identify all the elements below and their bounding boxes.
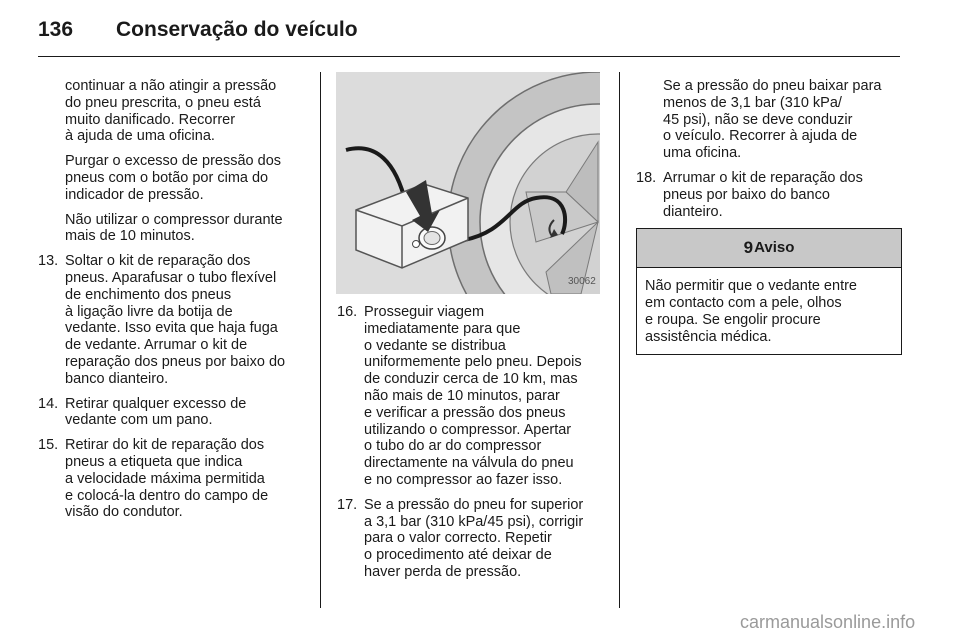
middle-column (337, 304, 607, 589)
intro-paragraph-2: Purgar o excesso de pressão dos pneus com o botão por cima do indicador de pressão. (65, 153, 282, 203)
compressor-illustration (336, 72, 600, 294)
warning-header (637, 229, 901, 268)
column-divider-left (320, 72, 321, 608)
item-number: 18. (636, 169, 657, 186)
list-item-17: 17. Se a pressão do pneu for superior a 3,1 bar (310 kPa/45 psi), corrigir para o valor correcto. Repetir o procedimento até deixar de haver perda de pressão. (337, 496, 584, 580)
list-item-14: 14. Retirar qualquer excesso de vedante com um pano. (38, 395, 247, 429)
warning-box (636, 228, 902, 354)
list-item-16: 16. Prosseguir viagem imediatamente para que o vedante se distribua uniformemente pelo pneu. Depois de conduzir cerca de 10 km, mas não mais de 10 minutos, parar e verificar a pressão dos pneus utilizando o compressor. Apertar o tubo do ar do compressor directamente na válvula do pneu e no compressor ao fazer isso. (337, 304, 582, 488)
header-rule (38, 56, 900, 57)
column-divider-right (619, 72, 620, 608)
figure-code: 30062 (568, 276, 596, 287)
intro-paragraph-1: continuar a não atingir a pressão do pneu prescrita, o pneu está muito danificado. Recorrer à ajuda de uma oficina. (65, 78, 277, 145)
item-number: 14. (38, 395, 59, 412)
list-item-13: 13. Soltar o kit de reparação dos pneus. Aparafusar o tubo flexível de enchimento dos pneus à ligação livre da botija de vedante. Isso evita que haja fuga de vedante. Arrumar o kit de reparação dos pneus por baixo do banco dianteiro. (38, 253, 286, 387)
list-item-15: 15. Retirar do kit de reparação dos pneus a etiqueta que indica a velocidade máxima permitida e colocá-la dentro do campo de visão do condutor. (38, 437, 269, 521)
page-number: 136 (38, 18, 74, 41)
watermark: carmanualsonline.info (740, 612, 916, 632)
page-title: Conservação do veículo (116, 18, 358, 41)
item-number: 16. (337, 304, 358, 320)
right-column (636, 78, 902, 355)
intro-paragraph-3: Não utilizar o compressor durante mais de 10 minutos. (65, 211, 283, 245)
list-item-18: 18. Arrumar o kit de reparação dos pneus por baixo do banco dianteiro. (636, 169, 863, 220)
warning-title: Aviso (754, 238, 795, 256)
intro-paragraph: Se a pressão do pneu baixar para menos de 3,1 bar (310 kPa/ 45 psi), não se deve conduzir o veículo. Recorrer à ajuda de uma oficina. (663, 78, 882, 162)
item-number: 13. (38, 253, 59, 270)
warning-text: Não permitir que o vedante entre em contacto com a pele, olhos e roupa. Se engolir procure assistência médica. (645, 278, 857, 345)
item-number: 17. (337, 496, 358, 513)
left-column (38, 78, 310, 529)
item-number: 15. (38, 437, 59, 454)
warning-icon: 9 (743, 237, 754, 257)
